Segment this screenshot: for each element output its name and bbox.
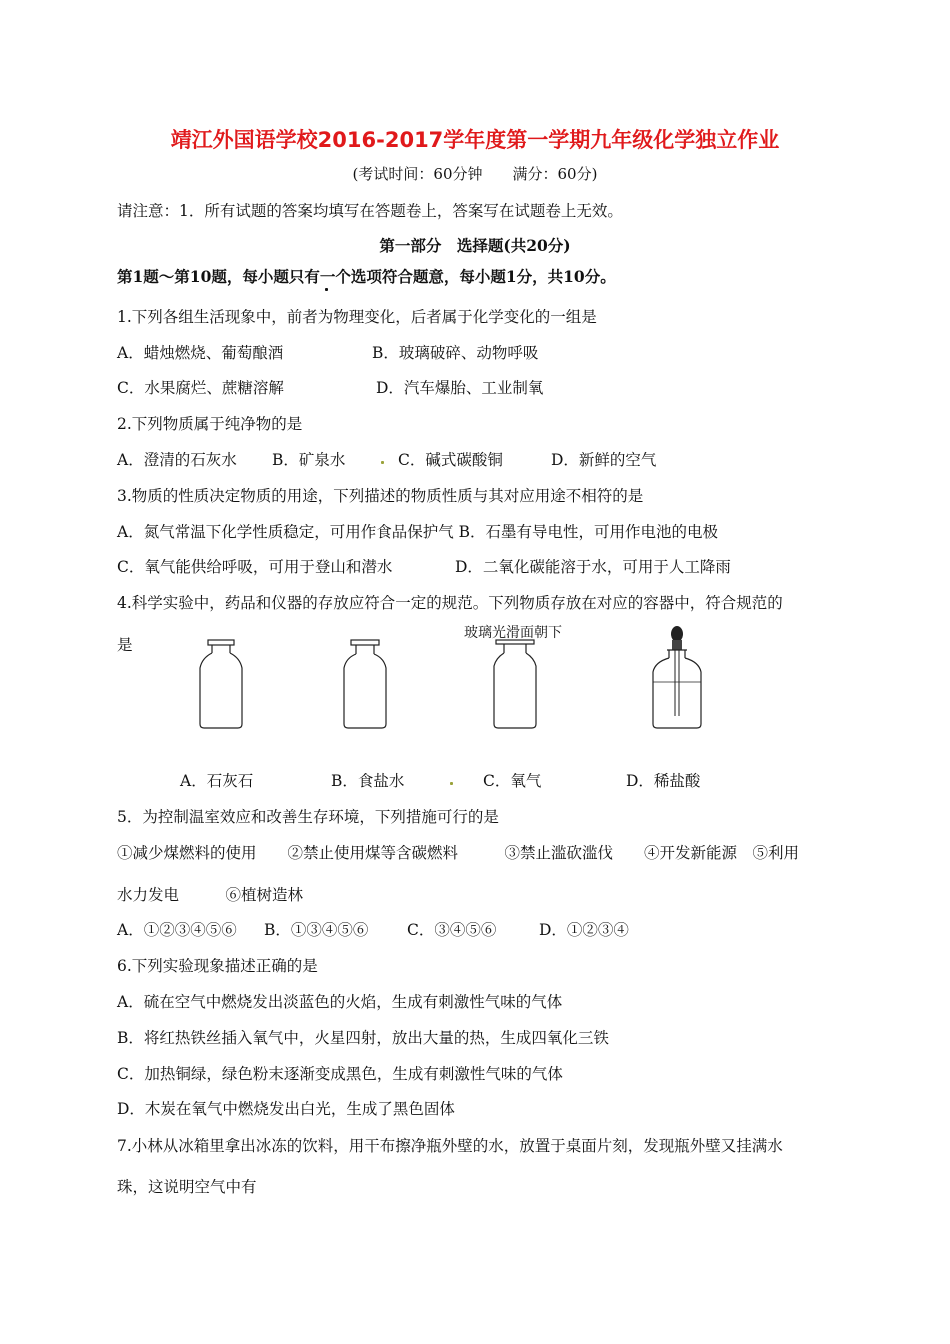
q2-option-a: A．澄清的石灰水 [117,451,237,469]
q6-option-c: C．加热铜绿，绿色粉末逐渐变成黑色，生成有刺激性气味的气体 [117,1065,563,1083]
q3-option-c: C．氧气能供给呼吸，可用于登山和潜水 [117,558,393,576]
q6-option-a: A．硫在空气中燃烧发出淡蓝色的火焰，生成有刺激性气味的气体 [117,993,563,1011]
q7-stem: 7.小林从冰箱里拿出冰冻的饮料，用干布擦净瓶外壁的水，放置于桌面片刻，发现瓶外壁又挂满水 [117,1137,783,1155]
q5-stem: 5．为控制温室效应和改善生存环境，下列措施可行的是 [117,808,499,826]
q2-option-c: C．碱式碳酸铜 [398,451,503,469]
q3-stem: 3.物质的性质决定物质的用途，下列描述的物质性质与其对应用途不相符的是 [117,487,644,505]
q2-option-b: B．矿泉水 [272,451,346,469]
section-instruction: 第1题～第10题，每小题只有一个选项符合题意，每小题1分，共10分。 [117,267,616,286]
q3-option-ab: A．氮气常温下化学性质稳定，可用作食品保护气 B．石墨有导电性，可用作电池的电极 [117,523,719,541]
speck [381,461,384,464]
q6-option-d: D．木炭在氧气中燃烧发出白光，生成了黑色固体 [117,1100,455,1118]
notice: 请注意：1．所有试题的答案均填写在答题卷上，答案写在试题卷上无效。 [117,202,623,220]
q1-option-b: B．玻璃破碎、动物呼吸 [372,344,539,362]
speck [450,782,453,785]
q1-option-a: A．蜡烛燃烧、葡萄酿酒 [117,344,284,362]
q5-option-b: B．①③④⑤⑥ [264,921,369,939]
exam-info: (考试时间：60分钟 满分：60分) [352,165,598,183]
q4-stem-cont: 是 [117,636,133,654]
dropper-bottle-d-icon [645,624,709,730]
q1-option-c: C．水果腐烂、蔗糖溶解 [117,379,284,397]
q7-stem-cont: 珠，这说明空气中有 [117,1178,257,1196]
glass-plate-label: 玻璃光滑面朝下 [464,625,562,641]
q5-items-cont: 水力发电 ⑥植树造林 [117,886,304,904]
q2-stem: 2.下列物质属于纯净物的是 [117,415,303,433]
q2-option-d: D．新鲜的空气 [551,451,657,469]
q4-option-a: A．石灰石 [180,772,254,790]
q6-option-b: B．将红热铁丝插入氧气中，火星四射，放出大量的热，生成四氧化三铁 [117,1029,609,1047]
gas-bottle-c-icon [484,638,546,730]
narrow-mouth-bottle-b-icon [334,638,396,730]
q4-option-b: B．食盐水 [331,772,405,790]
q5-option-d: D．①②③④ [539,921,629,939]
q4-option-c: C．氧气 [483,772,542,790]
q1-stem: 1.下列各组生活现象中，前者为物理变化，后者属于化学变化的一组是 [117,308,597,326]
section-title: 第一部分 选择题(共20分) [379,236,571,255]
q5-option-a: A．①②③④⑤⑥ [117,921,237,939]
q3-option-d: D．二氧化碳能溶于水，可用于人工降雨 [455,558,731,576]
q5-items: ①减少煤燃料的使用 ②禁止使用煤等含碳燃料 ③禁止滥砍滥伐 ④开发新能源 ⑤利用 [117,844,800,862]
emphasis-dot [325,288,328,291]
wide-mouth-bottle-a-icon [190,638,252,730]
q5-option-c: C．③④⑤⑥ [407,921,497,939]
q6-stem: 6.下列实验现象描述正确的是 [117,957,318,975]
q1-option-d: D．汽车爆胎、工业制氧 [376,379,544,397]
q4-option-d: D．稀盐酸 [626,772,701,790]
document-title: 靖江外国语学校2016-2017学年度第一学期九年级化学独立作业 [170,128,780,152]
q4-stem: 4.科学实验中，药品和仪器的存放应符合一定的规范。下列物质存放在对应的容器中，符合规范的 [117,594,783,612]
